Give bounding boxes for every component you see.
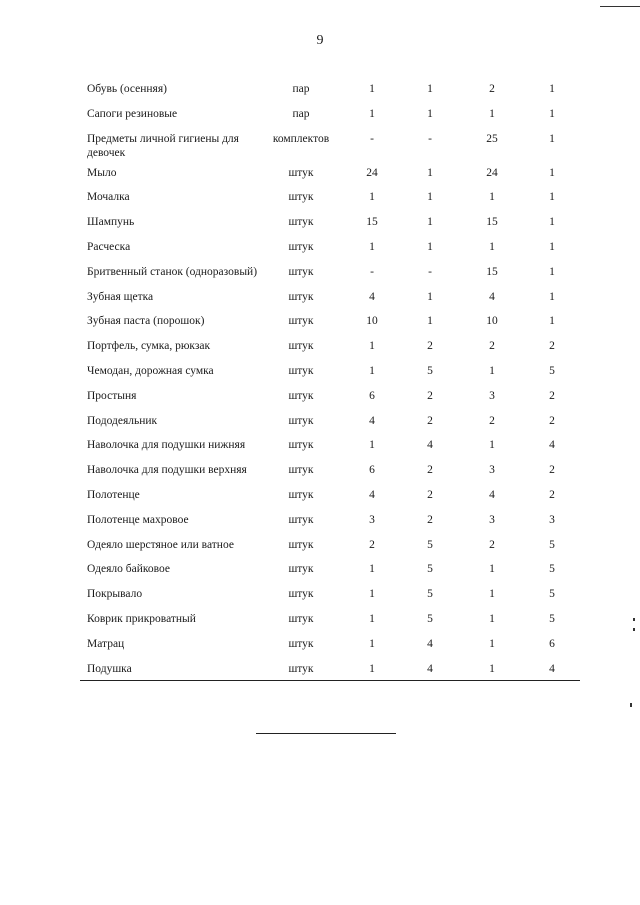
- value-col-4: 4: [549, 662, 555, 675]
- value-col-3: 2: [489, 414, 495, 427]
- item-name: Зубная паста (порошок): [87, 315, 205, 328]
- table-row: [80, 334, 580, 359]
- value-col-4: 1: [549, 166, 555, 179]
- page-number: 9: [316, 33, 324, 48]
- table-row: [80, 127, 580, 161]
- value-col-2: 5: [427, 612, 433, 625]
- item-name: Чемодан, дорожная сумка: [87, 364, 214, 377]
- value-col-2: 2: [427, 464, 433, 477]
- value-col-2: 5: [427, 538, 433, 551]
- value-col-1: 1: [369, 563, 375, 576]
- value-col-3: 3: [489, 513, 495, 526]
- value-col-2: 1: [427, 315, 433, 328]
- value-col-3: 1: [489, 439, 495, 452]
- value-col-2: 5: [427, 364, 433, 377]
- table-row: [80, 285, 580, 310]
- value-col-1: 1: [369, 364, 375, 377]
- item-unit: штук: [288, 389, 314, 402]
- table-row: [80, 433, 580, 458]
- value-col-1: 3: [369, 513, 375, 526]
- item-unit: штук: [288, 191, 314, 204]
- table-row: [80, 77, 580, 102]
- table-row: [80, 260, 580, 285]
- value-col-2: 4: [427, 662, 433, 675]
- value-col-1: 6: [369, 389, 375, 402]
- item-unit: штук: [288, 588, 314, 601]
- value-col-4: 5: [549, 538, 555, 551]
- value-col-2: 4: [427, 439, 433, 452]
- table-row: [80, 582, 580, 607]
- value-col-3: 1: [489, 107, 495, 120]
- value-col-4: 1: [549, 132, 555, 145]
- value-col-4: 5: [549, 563, 555, 576]
- item-name: Коврик прикроватный: [87, 612, 196, 625]
- value-col-4: 6: [549, 637, 555, 650]
- item-name: Одеяло шерстяное или ватное: [87, 538, 234, 551]
- value-col-4: 1: [549, 240, 555, 253]
- value-col-3: 3: [489, 389, 495, 402]
- table-row: [80, 508, 580, 533]
- value-col-1: 1: [369, 439, 375, 452]
- value-col-2: 1: [427, 290, 433, 303]
- value-col-3: 1: [489, 637, 495, 650]
- scan-corner-line: [600, 6, 640, 7]
- table-row: [80, 161, 580, 186]
- value-col-3: 3: [489, 464, 495, 477]
- item-name: Полотенце: [87, 488, 140, 501]
- table-row: [80, 607, 580, 632]
- value-col-3: 1: [489, 240, 495, 253]
- value-col-4: 2: [549, 414, 555, 427]
- value-col-1: 15: [366, 216, 378, 229]
- value-col-1: 1: [369, 662, 375, 675]
- value-col-3: 1: [489, 612, 495, 625]
- value-col-2: 2: [427, 513, 433, 526]
- value-col-2: 2: [427, 488, 433, 501]
- value-col-2: 1: [427, 191, 433, 204]
- item-name: Полотенце махровое: [87, 513, 189, 526]
- table-row: [80, 557, 580, 582]
- item-unit: штук: [288, 637, 314, 650]
- value-col-4: 5: [549, 612, 555, 625]
- item-unit: штук: [288, 166, 314, 179]
- value-col-3: 4: [489, 488, 495, 501]
- item-name: Простыня: [87, 389, 137, 402]
- item-unit: комплектов: [272, 132, 330, 145]
- table-row: [80, 409, 580, 434]
- value-col-4: 1: [549, 83, 555, 95]
- value-col-3: 1: [489, 191, 495, 204]
- item-name: Одеяло байковое: [87, 563, 170, 576]
- closing-rule: [256, 733, 396, 734]
- value-col-4: 1: [549, 216, 555, 229]
- value-col-1: 2: [369, 538, 375, 551]
- value-col-4: 1: [549, 107, 555, 120]
- item-unit: штук: [288, 538, 314, 551]
- table-row: [80, 359, 580, 384]
- item-name: Расческа: [87, 240, 131, 253]
- value-col-3: 24: [486, 166, 498, 179]
- item-unit: штук: [288, 240, 314, 253]
- value-col-2: 1: [427, 240, 433, 253]
- value-col-1: 1: [369, 107, 375, 120]
- item-unit: штук: [288, 513, 314, 526]
- value-col-1: 1: [369, 191, 375, 204]
- value-col-1: 1: [369, 83, 375, 95]
- table-row: [80, 235, 580, 260]
- value-col-3: 2: [489, 538, 495, 551]
- value-col-2: -: [428, 132, 432, 145]
- table-row: [80, 210, 580, 235]
- scan-mark: [633, 628, 635, 631]
- value-col-1: 4: [369, 290, 375, 303]
- value-col-2: 1: [427, 216, 433, 229]
- item-unit: штук: [288, 315, 314, 328]
- value-col-4: 1: [549, 265, 555, 278]
- value-col-2: -: [428, 265, 432, 278]
- item-name: Мыло: [87, 166, 117, 179]
- value-col-3: 2: [489, 340, 495, 353]
- value-col-2: 1: [427, 107, 433, 120]
- value-col-4: 1: [549, 315, 555, 328]
- value-col-2: 2: [427, 340, 433, 353]
- value-col-3: 4: [489, 290, 495, 303]
- value-col-4: 1: [549, 191, 555, 204]
- value-col-4: 1: [549, 290, 555, 303]
- item-name: Шампунь: [87, 216, 135, 229]
- value-col-4: 2: [549, 464, 555, 477]
- table-row: [80, 458, 580, 483]
- item-name: Бритвенный станок (одноразовый): [87, 265, 258, 278]
- item-name: Зубная щетка: [87, 290, 154, 303]
- value-col-1: 1: [369, 637, 375, 650]
- value-col-4: 3: [549, 513, 555, 526]
- value-col-3: 1: [489, 588, 495, 601]
- item-name: Наволочка для подушки верхняя: [87, 464, 247, 477]
- value-col-4: 4: [549, 439, 555, 452]
- value-col-1: 4: [369, 488, 375, 501]
- value-col-2: 5: [427, 588, 433, 601]
- value-col-1: -: [370, 132, 374, 145]
- table-row: [80, 384, 580, 409]
- value-col-3: 15: [486, 216, 498, 229]
- value-col-2: 2: [427, 389, 433, 402]
- value-col-3: 1: [489, 662, 495, 675]
- table-row: [80, 483, 580, 508]
- item-name: Предметы личной гигиены для девочек: [87, 132, 239, 159]
- value-col-3: 10: [486, 315, 498, 328]
- value-col-3: 2: [489, 83, 495, 95]
- value-col-2: 2: [427, 414, 433, 427]
- value-col-3: 1: [489, 364, 495, 377]
- value-col-1: 10: [366, 315, 378, 328]
- item-unit: штук: [288, 488, 314, 501]
- item-unit: штук: [288, 414, 314, 427]
- item-unit: штук: [288, 612, 314, 625]
- item-name: Пододеяльник: [87, 414, 158, 427]
- table-row: [80, 657, 580, 682]
- value-col-2: 4: [427, 637, 433, 650]
- table-bottom-rule: [80, 680, 580, 681]
- value-col-3: 25: [486, 132, 498, 145]
- value-col-2: 5: [427, 563, 433, 576]
- item-name: Мочалка: [87, 191, 130, 204]
- value-col-4: 5: [549, 588, 555, 601]
- item-name: Матрац: [87, 637, 125, 650]
- value-col-1: 1: [369, 588, 375, 601]
- item-unit: штук: [288, 662, 314, 675]
- value-col-1: 6: [369, 464, 375, 477]
- item-unit: штук: [288, 290, 314, 303]
- value-col-4: 5: [549, 364, 555, 377]
- table-row: [80, 632, 580, 657]
- value-col-3: 15: [486, 265, 498, 278]
- item-name: Наволочка для подушки нижняя: [87, 439, 246, 452]
- table-row: [80, 533, 580, 558]
- table-row: [80, 102, 580, 127]
- value-col-1: 24: [366, 166, 378, 179]
- value-col-2: 1: [427, 83, 433, 95]
- supplies-table: [80, 77, 580, 681]
- value-col-2: 1: [427, 166, 433, 179]
- value-col-1: 1: [369, 340, 375, 353]
- table-row: [80, 309, 580, 334]
- item-name: Портфель, сумка, рюкзак: [87, 340, 211, 353]
- value-col-1: 1: [369, 240, 375, 253]
- value-col-4: 2: [549, 488, 555, 501]
- item-unit: пар: [292, 83, 310, 95]
- value-col-1: 1: [369, 612, 375, 625]
- value-col-4: 2: [549, 389, 555, 402]
- item-unit: пар: [292, 107, 310, 120]
- item-unit: штук: [288, 340, 314, 353]
- value-col-3: 1: [489, 563, 495, 576]
- scan-mark: [633, 618, 635, 621]
- item-unit: штук: [288, 439, 314, 452]
- item-unit: штук: [288, 563, 314, 576]
- item-name: Сапоги резиновые: [87, 107, 178, 120]
- value-col-4: 2: [549, 340, 555, 353]
- item-name: Подушка: [87, 662, 132, 675]
- item-name: Покрывало: [87, 588, 143, 601]
- value-col-1: -: [370, 265, 374, 278]
- item-unit: штук: [288, 464, 314, 477]
- item-unit: штук: [288, 364, 314, 377]
- item-unit: штук: [288, 216, 314, 229]
- scan-mark: [630, 703, 632, 707]
- item-unit: штук: [288, 265, 314, 278]
- item-name: Обувь (осенняя): [87, 83, 167, 95]
- table-row: [80, 185, 580, 210]
- value-col-1: 4: [369, 414, 375, 427]
